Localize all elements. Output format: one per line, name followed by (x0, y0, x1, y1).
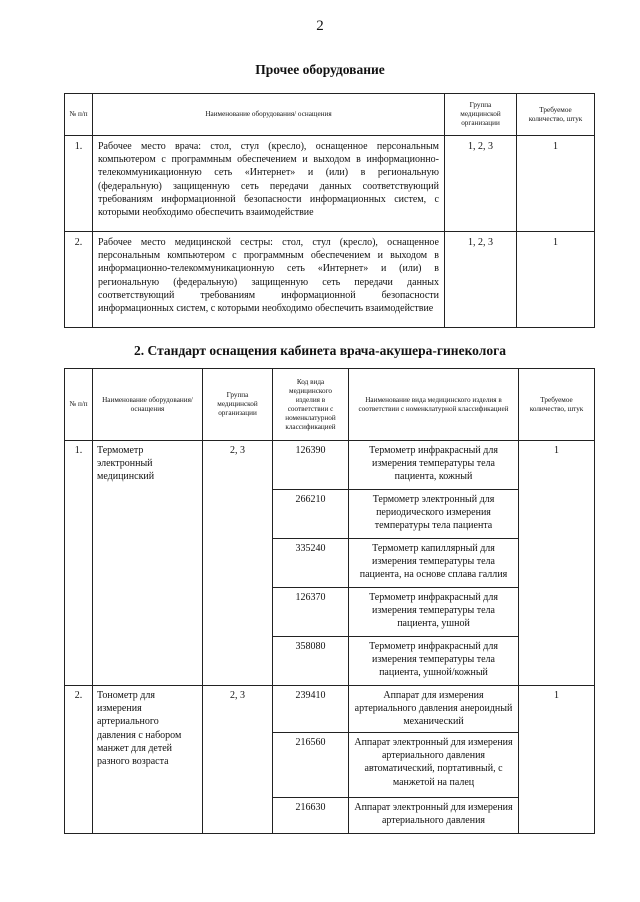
kind-code: 126370 (273, 588, 349, 637)
header-code: Код вида медицинского изделия в соответствии с номенклатурной классификацией (273, 369, 349, 441)
kind-name: Термометр инфракрасный для измерения температуры тела пациента, ушной (349, 588, 519, 637)
table-row (65, 441, 595, 490)
obgyn-equipment-table (64, 368, 595, 834)
other-equipment-table (64, 93, 595, 328)
item-qty: 1 (519, 441, 595, 686)
row-qty: 1 (517, 136, 595, 232)
section-title-obgyn-standard: 2. Стандарт оснащения кабинета врача-акушера-гинеколога (134, 343, 506, 358)
kind-name: Термометр инфракрасный для измерения температуры тела пациента, кожный (349, 441, 519, 490)
row-num: 1. (65, 136, 93, 232)
kind-code: 266210 (273, 490, 349, 539)
table-row (65, 232, 595, 328)
item-group: 2, 3 (203, 686, 273, 834)
header-kind: Наименование вида медицинского изделия в соответствии с номенклатурной классификацией (349, 369, 519, 441)
kind-code: 335240 (273, 539, 349, 588)
page-number: 2 (316, 18, 324, 34)
kind-code: 126390 (273, 441, 349, 490)
section-title-other-equipment: Прочее оборудование (255, 62, 385, 77)
kind-code: 216560 (273, 733, 349, 798)
kind-code: 239410 (273, 686, 349, 733)
item-qty: 1 (519, 686, 595, 834)
item-group: 2, 3 (203, 441, 273, 686)
kind-name: Аппарат электронный для измерения артериального давления (349, 798, 519, 834)
header-num: № п/п (65, 369, 93, 441)
header-name: Наименование оборудования/ оснащения (93, 94, 445, 136)
header-num: № п/п (65, 94, 93, 136)
row-group: 1, 2, 3 (445, 136, 517, 232)
table-row (65, 136, 595, 232)
header-group: Группа медицинской организации (203, 369, 273, 441)
kind-name: Аппарат электронный для измерения артериального давления автоматический, портативный, с манжетой на палец (349, 733, 519, 798)
kind-name: Термометр инфракрасный для измерения температуры тела пациента, ушной/кожный (349, 637, 519, 686)
kind-name: Термометр капиллярный для измерения температуры тела пациента, на основе сплава галлия (349, 539, 519, 588)
header-name: Наименование оборудования/ оснащения (93, 369, 203, 441)
kind-name: Термометр электронный для периодического измерения температуры тела пациента (349, 490, 519, 539)
row-group: 1, 2, 3 (445, 232, 517, 328)
header-qty: Требуемое количество, штук (519, 369, 595, 441)
table-row (65, 686, 595, 733)
header-group: Группа медицинской организации (445, 94, 517, 136)
kind-name: Аппарат для измерения артериального давления анероидный механический (349, 686, 519, 733)
item-name: Термометр электронный медицинский (93, 441, 203, 686)
row-qty: 1 (517, 232, 595, 328)
kind-code: 216630 (273, 798, 349, 834)
row-name: Рабочее место врача: стол, стул (кресло), оснащенное персональным компьютером с программным обеспечением и выходом в информационно-телекоммуникационную сеть «Интернет» и (или) в региональную (федеральную) защищенную сеть передачи данных соответствующий требованиям информационной безопасности информационных систем, с которыми необходимо обеспечить взаимодействие (93, 136, 445, 232)
item-num: 1. (65, 441, 93, 686)
kind-code: 358080 (273, 637, 349, 686)
item-num: 2. (65, 686, 93, 834)
item-name: Тонометр для измерения артериального давления с набором манжет для детей разного возраста (93, 686, 203, 834)
row-name: Рабочее место медицинской сестры: стол, стул (кресло), оснащенное персональным компьютером с программным обеспечением и выходом в информационно-телекоммуникационную сеть «Интернет» и (или) в региональную (федеральную) защищенную сеть передачи данных соответствующий требованиям информационной безопасности информационных систем, с которыми необходимо обеспечить взаимодействие (93, 232, 445, 328)
header-qty: Требуемое количество, штук (517, 94, 595, 136)
row-num: 2. (65, 232, 93, 328)
